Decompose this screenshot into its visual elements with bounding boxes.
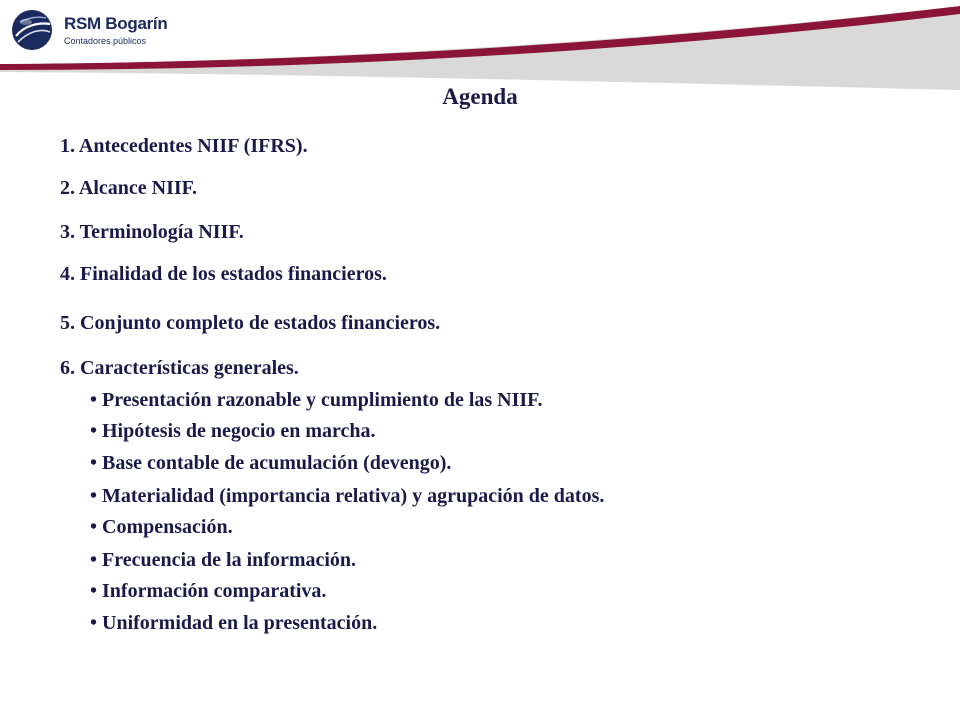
globe-icon <box>10 8 54 52</box>
agenda-item-6: 6. Características generales. <box>60 357 299 379</box>
subitem-2: • Hipótesis de negocio en marcha. <box>90 420 376 442</box>
subitem-1: • Presentación razonable y cumplimiento de las NIIF. <box>90 389 543 411</box>
agenda-item-4: 4. Finalidad de los estados financieros. <box>60 263 387 285</box>
page-title: Agenda <box>442 84 518 109</box>
logo-subtitle: Contadores públicos <box>64 36 147 46</box>
agenda-item-2: 2. Alcance NIIF. <box>60 177 198 199</box>
agenda-item-5: 5. Conjunto completo de estados financieros. <box>60 312 441 334</box>
logo-name: RSM Bogarín <box>64 14 168 33</box>
subitem-7: • Información comparativa. <box>90 580 327 602</box>
subitem-3: • Base contable de acumulación (devengo). <box>90 452 452 474</box>
agenda-item-1: 1. Antecedentes NIIF (IFRS). <box>60 135 308 157</box>
subitem-6: • Frecuencia de la información. <box>90 549 357 571</box>
subitem-8: • Uniformidad en la presentación. <box>90 612 378 634</box>
agenda-item-3: 3. Terminología NIIF. <box>60 221 244 243</box>
subitem-5: • Compensación. <box>90 516 233 538</box>
subitem-4: • Materialidad (importancia relativa) y agrupación de datos. <box>90 485 605 507</box>
